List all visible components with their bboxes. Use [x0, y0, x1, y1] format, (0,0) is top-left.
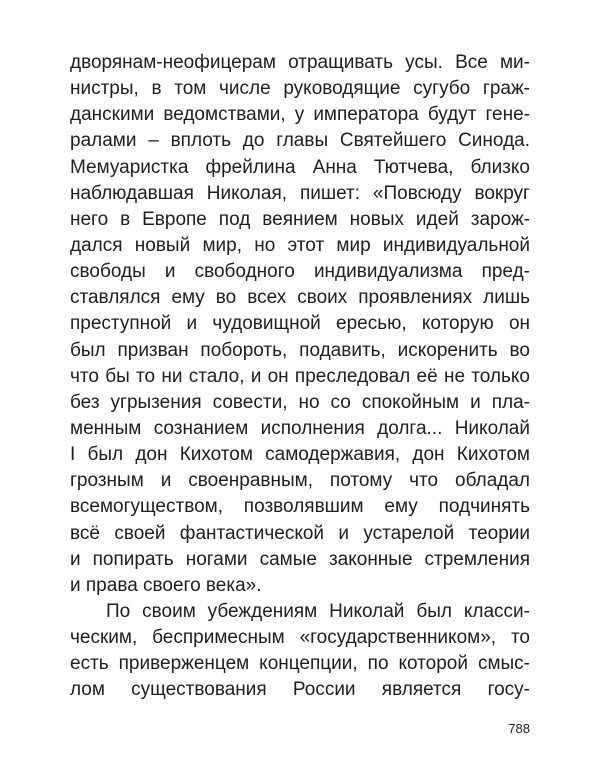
text-line: данскими ведомствами, у императора будут гене-	[70, 104, 530, 126]
body-text	[70, 50, 530, 704]
text-line: всё своей фантастической и устарелой теории	[70, 522, 530, 544]
text-line: дался новый мир, но этот мир индивидуальной	[70, 234, 530, 256]
text-line: Мемуаристка фрейлина Анна Тютчева, близко	[70, 156, 530, 178]
page-number: 788	[508, 721, 530, 736]
paragraph-end-line: и права своего века».	[70, 574, 262, 596]
text-line: грозным и своенравным, потому что обладал	[70, 470, 530, 492]
text-line: ставлялся ему во всех своих проявлениях лишь	[70, 287, 530, 309]
text-line: наблюдавшая Николая, пишет: «Повсюду вокруг	[70, 182, 530, 204]
text-line: дворянам-неофицерам отращивать усы. Все ми-	[70, 52, 530, 73]
text-line: преступной и чудовищной ересью, которую он	[70, 313, 530, 335]
text-line: лом существования России является госу-	[70, 679, 530, 701]
text-line: и попирать ногами самые законные стремления	[70, 548, 530, 570]
text-line: без угрызения совести, но со спокойным и пла-	[70, 391, 530, 413]
text-line: всемогуществом, позволявшим ему подчинять	[70, 496, 530, 518]
text-line: I был дон Кихотом самодержавия, дон Кихотом	[70, 444, 530, 466]
text-line: что бы то ни стало, и он преследовал её не только	[70, 365, 530, 387]
text-line: есть приверженцем концепции, по которой смыс-	[70, 653, 530, 675]
text-line: был призван побороть, подавить, искоренить во	[70, 339, 530, 361]
text-line: свободы и свободного индивидуализма пред-	[70, 261, 530, 283]
text-line: ралами – вплоть до главы Святейшего Синода.	[70, 130, 530, 152]
text-line: него в Европе под веянием новых идей зарож-	[70, 208, 530, 230]
text-line: ческим, беспримесным «государственником», то	[70, 627, 530, 649]
text-line: нистры, в том числе руководящие сугубо граж-	[70, 78, 530, 100]
paragraph-first-line: По своим убеждениям Николай был класси-	[106, 600, 530, 622]
text-line: менным сознанием исполнения долга... Николай	[70, 417, 530, 439]
